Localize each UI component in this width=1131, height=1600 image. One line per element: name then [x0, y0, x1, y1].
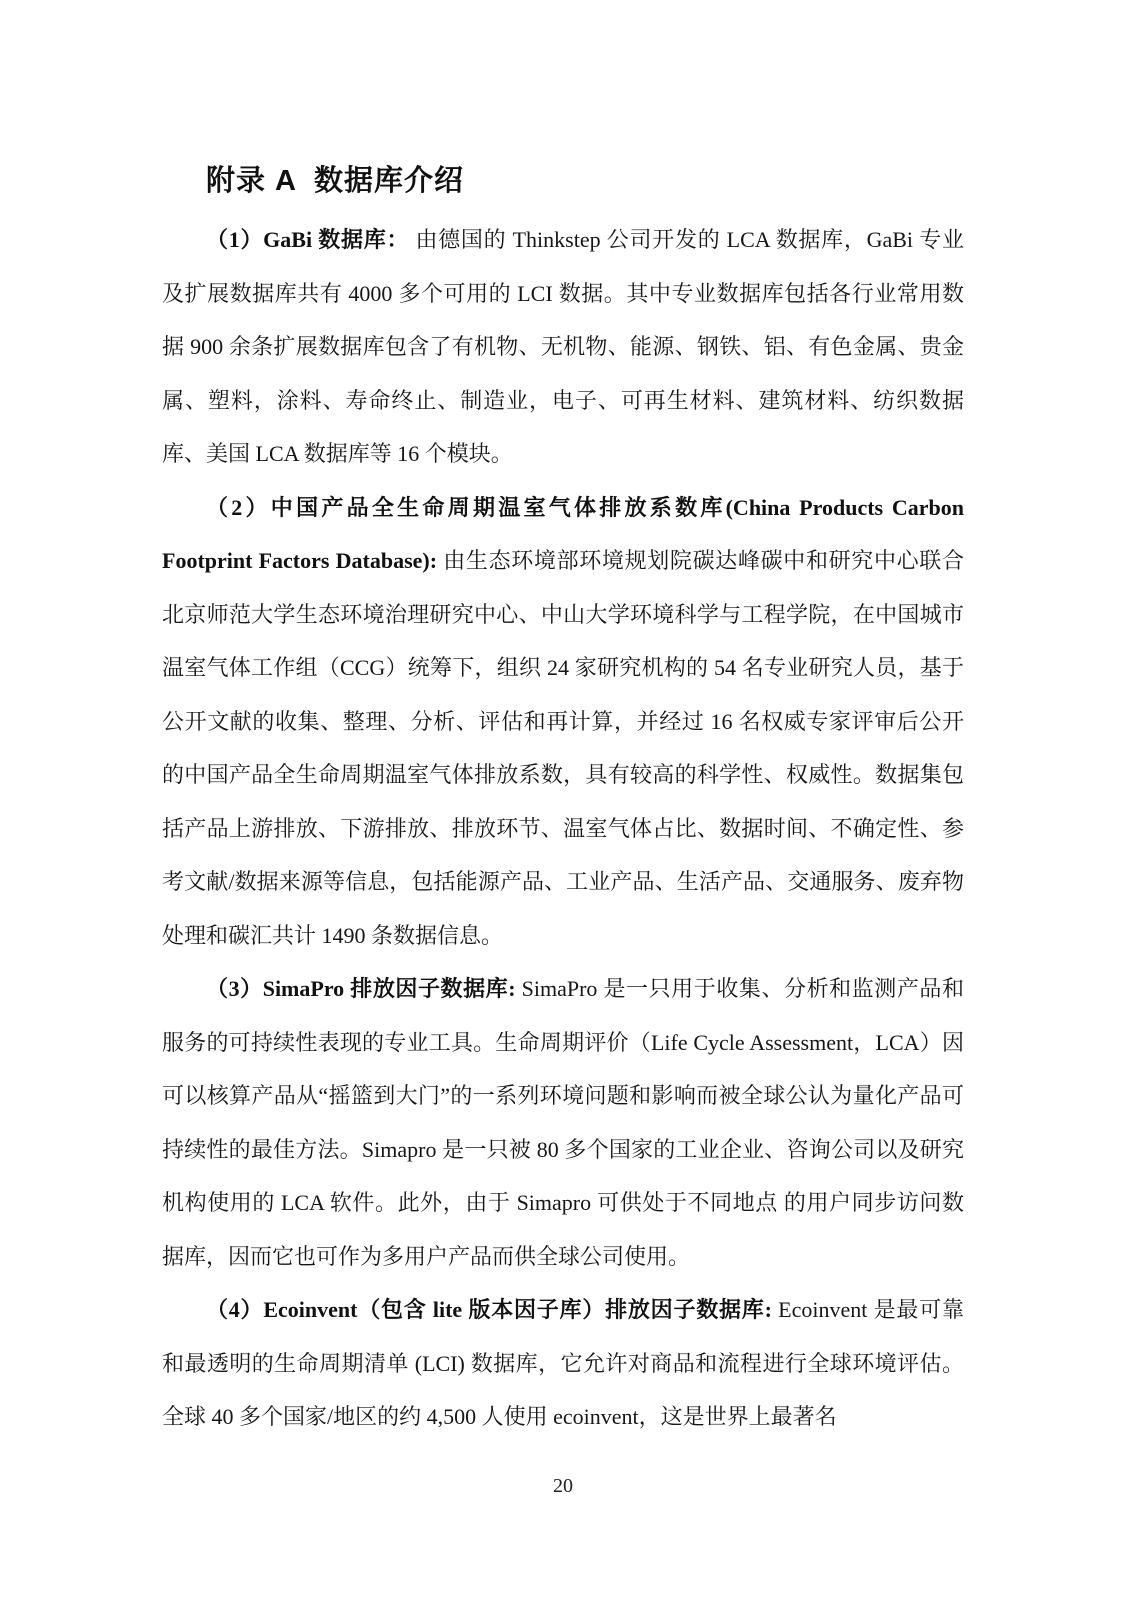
paragraph-text: 由生态环境部环境规划院碳达峰碳中和研究中心联合北京师范大学生态环境治理研究中心、中山大学环境科学与工程学院，在中国城市温室气体工作组（CCG）统筹下，组织 24 家研究机构的 54 名专业研究人员，基于公开文献的收集、整理、分析、评估和再计算，并经过 16 名权威专家评审后公开的中国产品全生命周期温室气体排放系数，具有较高的科学性、权威性。数据集包括产品上游排放、下游排放、排放环节、温室气体占比、数据时间、不确定性、参考文献/数据来源等信息，包括能源产品、工业产品、生活产品、交通服务、废弃物处理和碳汇共计 1490 条数据信息。	[162, 548, 964, 948]
section-title: 附录 A 数据库介绍	[206, 165, 465, 197]
paragraph-text: SimaPro 是一只用于收集、分析和监测产品和服务的可持续性表现的专业工具。生命周期评价（Life Cycle Assessment，LCA）因可以核算产品从“摇篮到大门”的一系列环境问题和影响而被全球公认为量化产品可持续性的最佳方法。Simapro 是一只被 80 多个国家的工业企业、咨询公司以及研究机构使用的 LCA 软件。此外，由于 Simapro 可供处于不同地点 的用户同步访问数据库，因而它也可作为多用户产品而供全球公司使用。	[162, 976, 964, 1269]
paragraph-china-cpcd	[162, 481, 964, 963]
paragraph-gabi	[162, 213, 964, 481]
paragraph-lead: （3）SimaPro 排放因子数据库:	[206, 976, 522, 1001]
paragraph-lead: （2）中国产品全生命周期温室气体排放系数库(China Products Carbon Footprint Factors Database):	[162, 494, 964, 573]
paragraph-simapro	[162, 962, 964, 1283]
document-body	[162, 213, 964, 1444]
page-number: 20	[553, 1475, 573, 1497]
paragraph-text: Ecoinvent 是最可靠和最透明的生命周期清单 (LCI) 数据库，它允许对商品和流程进行全球环境评估。全球 40 多个国家/地区的约 4,500 人使用 ecoinvent，这是世界上最著名	[162, 1297, 964, 1429]
paragraph-text: 由德国的 Thinkstep 公司开发的 LCA 数据库，GaBi 专业及扩展数据库共有 4000 多个可用的 LCI 数据。其中专业数据库包括各行业常用数据 900 余条扩展数据库包含了有机物、无机物、能源、钢铁、铝、有色金属、贵金属、塑料，涂料、寿命终止、制造业，电子、可再生材料、建筑材料、纺织数据库、美国 LCA 数据库等 16 个模块。	[162, 227, 964, 466]
paragraph-lead: （4）Ecoinvent（包含 lite 版本因子库）排放因子数据库:	[206, 1297, 779, 1322]
paragraph-lead: （1）GaBi 数据库：	[206, 227, 416, 252]
paragraph-ecoinvent	[162, 1283, 964, 1444]
